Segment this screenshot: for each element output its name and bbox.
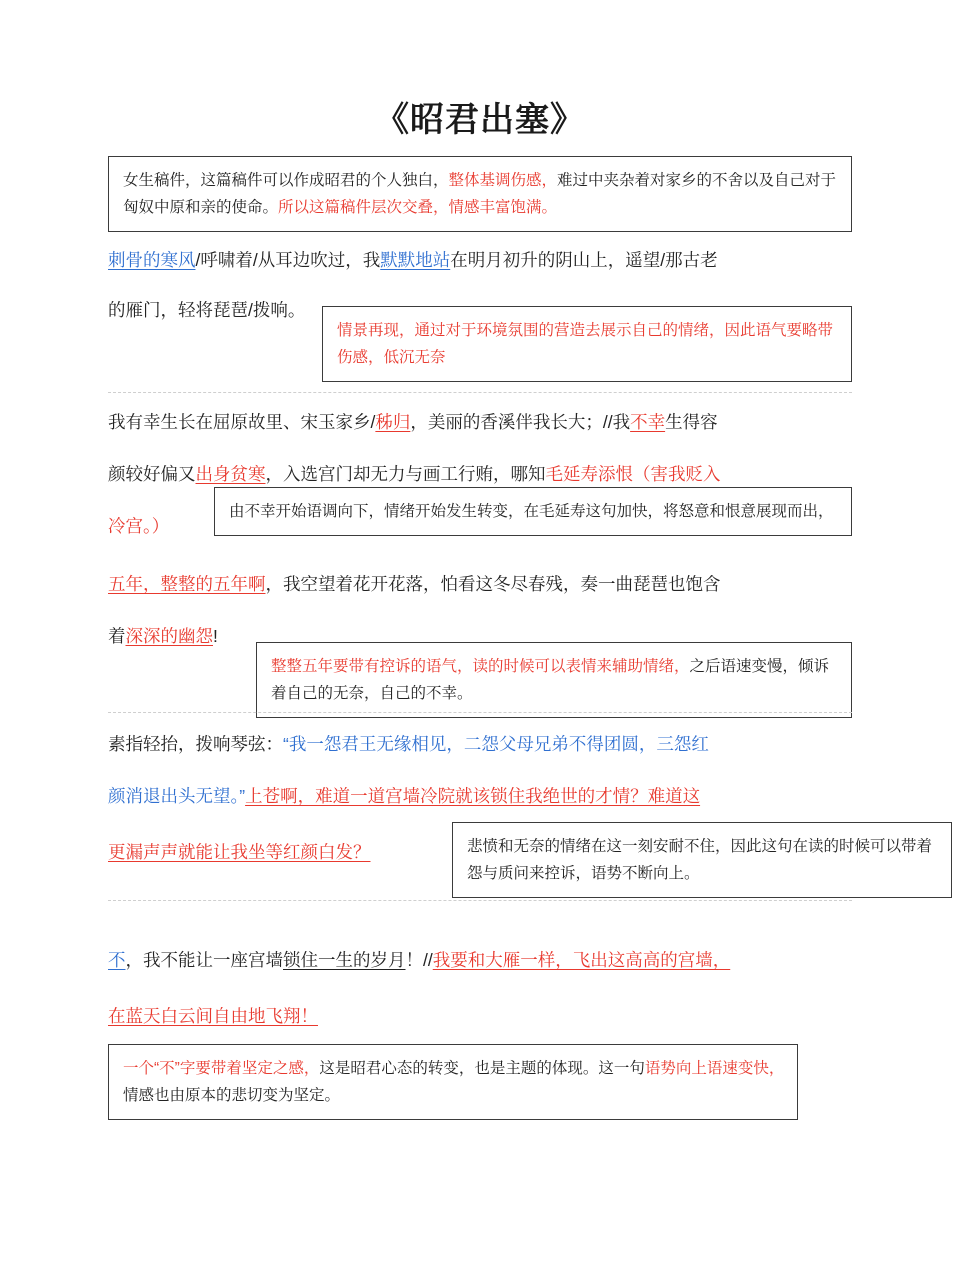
body-line-4	[108, 460, 721, 488]
text-span: 生得容	[665, 412, 718, 432]
annotation-resolve-text-3: 语势向上语速变快，	[644, 1060, 785, 1077]
annotation-intro	[108, 156, 852, 232]
body-line-9	[108, 782, 700, 810]
text-span: ，美丽的香溪伴我长大；//我	[410, 412, 631, 432]
annotation-resolve	[108, 1044, 798, 1120]
divider	[108, 712, 852, 713]
annotation-scene	[322, 306, 852, 382]
text-span: 刺骨的寒风	[108, 250, 196, 270]
text-span: ！//	[405, 950, 433, 970]
body-line-8	[108, 730, 709, 758]
annotation-fiveyears-text-2: 之后语速变慢，倾诉着自己的无奈，自己的不幸。	[271, 658, 830, 703]
text-span: 的雁门，轻将琵琶/拨响。	[108, 300, 306, 320]
text-span: /呼啸着/从耳边吹过，我	[195, 250, 381, 270]
body-line-12	[108, 1002, 318, 1030]
annotation-indignation-text: 悲愤和无奈的情绪在这一刻安耐不住，因此这句在读的时候可以带着怨与质问来控诉，语势不断向上。	[467, 838, 933, 883]
text-span: 素指轻抬，拨响琴弦：	[108, 734, 283, 754]
body-line-10	[108, 838, 371, 866]
text-span: “我一怨君王无缘相见，二怨父母兄弟不得团圆，三怨红	[283, 734, 709, 754]
text-span: 我要和大雁一样，飞出这高高的宫墙，	[432, 950, 731, 970]
body-line-2	[108, 296, 305, 324]
body-line-1	[108, 246, 718, 274]
text-span: !	[213, 626, 218, 646]
text-span: 在明月初升的阴山上，遥望/那古老	[450, 250, 718, 270]
body-line-7	[108, 622, 218, 650]
text-span: 我有幸生长在屈原故里、宋玉家乡/	[108, 412, 376, 432]
annotation-fiveyears-text-1: 整整五年要带有控诉的语气，读的时候可以表情来辅助情绪，	[271, 658, 690, 675]
text-span: 上苍啊，难道一道宫墙冷院就该锁住我绝世的才情？难道这	[245, 786, 701, 806]
body-line-6	[108, 570, 721, 598]
text-span: 不幸	[630, 412, 666, 432]
divider	[108, 900, 852, 901]
text-span: 更漏声声就能让我坐等红颜白发？	[108, 842, 371, 862]
body-line-5	[108, 512, 169, 540]
text-span: 在蓝天白云间自由地飞翔！	[108, 1006, 318, 1026]
text-span: 颜较好偏又	[108, 464, 196, 484]
annotation-turn-text: 由不幸开始语调向下，情绪开始发生转变，在毛延寿这句加快，将怒意和恨意展现而出，	[229, 503, 834, 520]
annotation-scene-text: 情景再现，通过对于环境氛围的营造去展示自己的情绪，因此语气要略带伤感，低沉无奈	[337, 322, 834, 367]
annotation-fiveyears	[256, 642, 852, 718]
divider	[108, 392, 852, 393]
text-span: 默默地站	[380, 250, 451, 270]
text-span: 秭归	[375, 412, 411, 432]
annotation-resolve-text-4: 情感也由原本的悲切变为坚定。	[123, 1087, 341, 1105]
text-span: ，我不能让一座宫墙	[125, 950, 283, 970]
text-span: 毛延寿添恨（害我贬入	[545, 464, 721, 484]
text-span: 锁住一生的岁月	[283, 950, 406, 970]
body-line-11	[108, 946, 730, 974]
annotation-resolve-text-2: 这是昭君心态的转变，也是主题的体现。这一句	[319, 1060, 645, 1077]
text-span: 冷宫。）	[108, 516, 170, 536]
text-span: 五年，整整的五年啊	[108, 574, 266, 594]
annotation-resolve-text-1: 一个“不”字要带着坚定之感，	[123, 1060, 320, 1077]
text-span: ，入选宫门却无力与画工行贿，哪知	[265, 464, 546, 484]
annotation-intro-text: 女生稿件，这篇稿件可以作成昭君的个人独白，整体基调伤感，难过中夹杂着对家乡的不舍以及自己对于匈奴中原和亲的使命。所以这篇稿件层次交叠，情感丰富饱满。	[123, 172, 837, 217]
text-span: 不	[108, 950, 126, 970]
annotation-turn	[214, 487, 852, 536]
text-span: 着	[108, 626, 126, 646]
page-title: 《昭君出塞》	[375, 102, 585, 139]
text-span: 出身贫寒	[195, 464, 266, 484]
body-line-3	[108, 408, 718, 436]
text-span: ，我空望着花开花落，怕看这冬尽春残，奏一曲琵琶也饱含	[265, 574, 721, 594]
annotation-indignation	[452, 822, 952, 898]
text-span: 颜消退出头无望。”	[108, 786, 246, 806]
text-span: 深深的幽怨	[125, 626, 213, 646]
